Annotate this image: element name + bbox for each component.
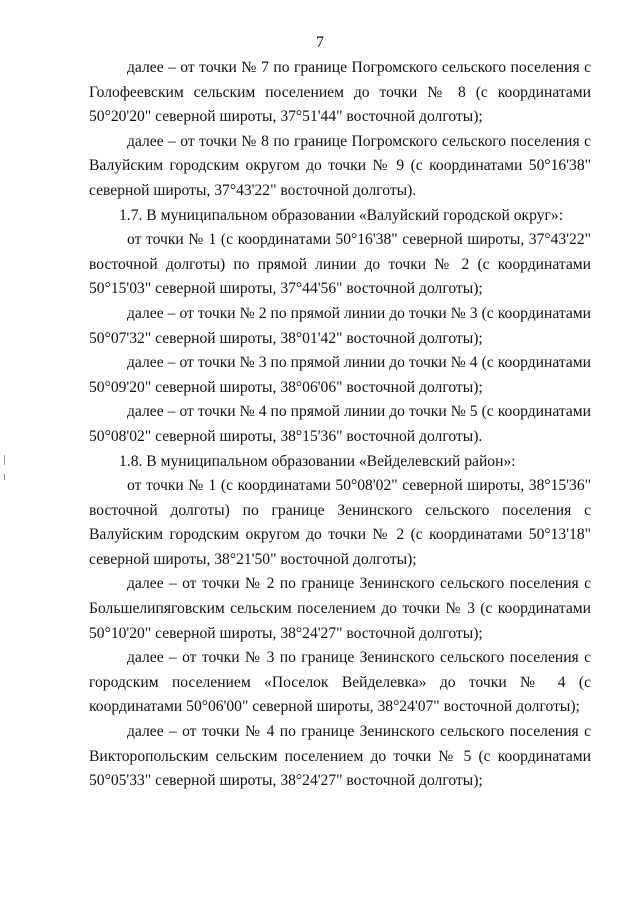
paragraph-item: далее – от точки № 8 по границе Погромского сельского поселения с Валуйским городским округом до точки № 9 (с координатами 50°16'38" северной широты, 37°43'22" восточной долготы). — [89, 132, 591, 199]
paragraph-item: далее – от точки № 7 по границе Погромского сельского поселения с Голофеевским сельским поселением до точки № 8 (с координатами 50°20'20" северной широты, 37°51'44" восточной долготы); — [89, 59, 591, 126]
paragraph-item: далее – от точки № 3 по границе Зенинского сельского поселения с городским поселением «Поселок Вейделевка» до точки № 4 (с координатами 50°06'00" северной широты, 38°24'07" восточной долготы); — [89, 649, 591, 716]
paragraph-item: далее – от точки № 2 по прямой линии до точки № 3 (с координатами 50°07'32" северной широты, 38°01'42" восточной долготы); — [89, 304, 591, 347]
section-heading: 1.8. В муниципальном образовании «Вейделевский район»: — [119, 452, 516, 470]
page-number: 7 — [316, 34, 324, 51]
document-body — [89, 56, 591, 794]
paragraph-item: далее – от точки № 3 по прямой линии до точки № 4 (с координатами 50°09'20" северной широты, 38°06'06" восточной долготы); — [89, 354, 591, 396]
paragraph-item: далее – от точки № 4 по прямой линии до точки № 5 (с координатами 50°08'02" северной широты, 38°15'36" восточной долготы). — [89, 403, 591, 445]
paragraph-item: от точки № 1 (с координатами 50°08'02" северной широты, 38°15'36" восточной долготы) по границе Зенинского сельского поселения с Валуйским городским округом до точки № 2 (с координатами 50°13'18" северной широты, 38°21'50" восточной долготы); — [89, 477, 591, 568]
scan-margin-mark — [4, 455, 5, 465]
paragraph-item: от точки № 1 (с координатами 50°16'38" северной широты, 37°43'22" восточной долготы) по прямой линии до точки № 2 (с координатами 50°15'03" северной широты, 37°44'56" восточной долготы); — [89, 231, 591, 298]
paragraph-item: далее – от точки № 4 по границе Зенинского сельского поселения с Викторопольским сельским поселением до точки № 5 (с координатами 50°05'33" северной широты, 38°24'27" восточной долготы); — [89, 723, 591, 790]
paragraph-item: далее – от точки № 2 по границе Зенинского сельского поселения с Большелипяговским сельским поселением до точки № 3 (с координатами 50°10'20" северной широты, 38°24'27" восточной долготы); — [89, 575, 591, 642]
section-heading: 1.7. В муниципальном образовании «Валуйский городской округ»: — [119, 206, 564, 224]
scan-margin-mark — [4, 474, 5, 480]
